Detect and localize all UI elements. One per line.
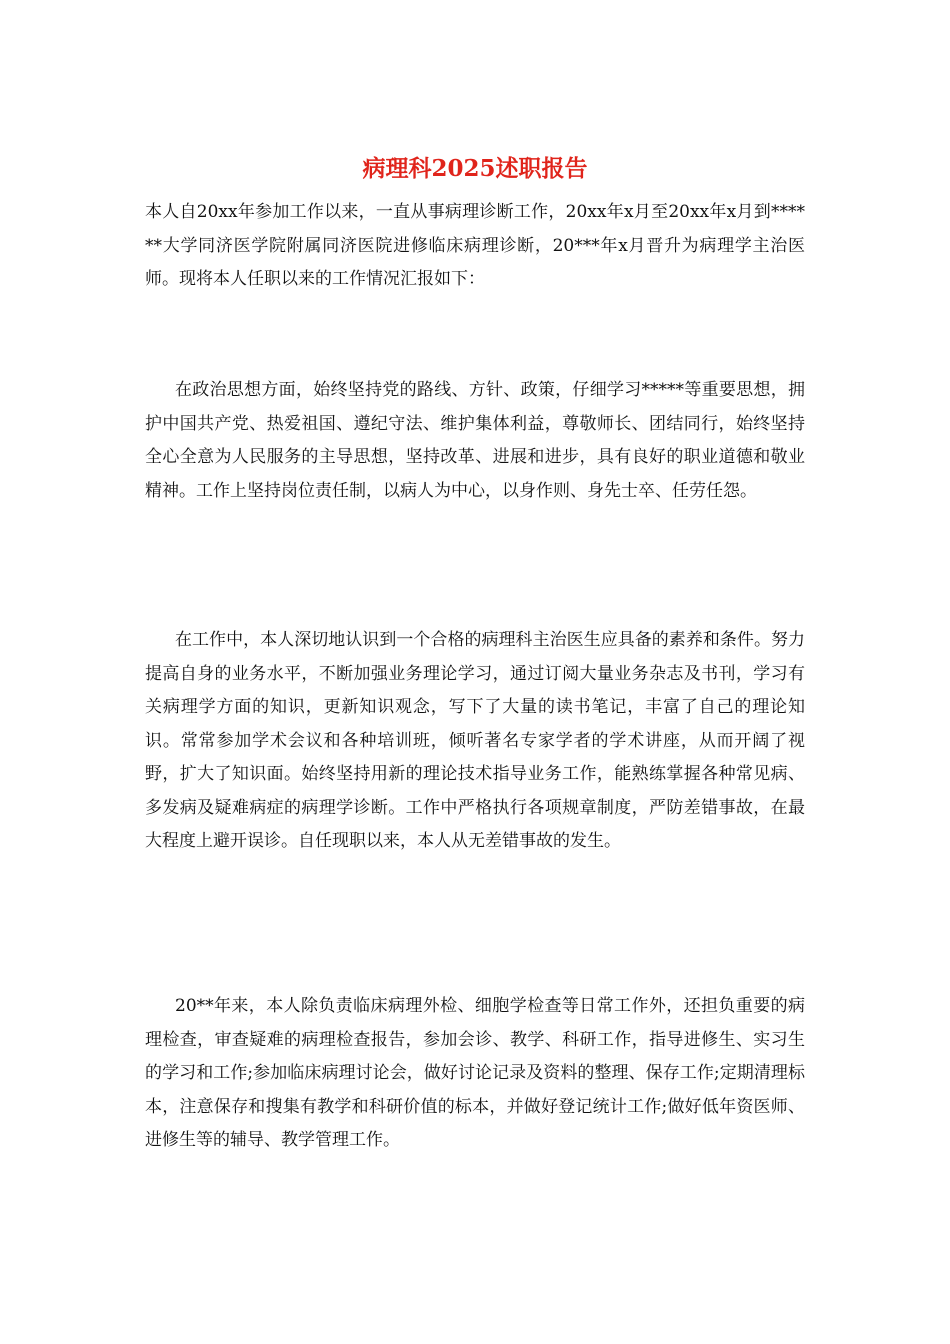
paragraph-work-study: 在工作中，本人深切地认识到一个合格的病理科主治医生应具备的素养和条件。努力提高自身的业务水平，不断加强业务理论学习，通过订阅大量业务杂志及书刊，学习有关病理学方面的知识，更新知识观念，写下了大量的读书笔记，丰富了自己的理论知识。常常参加学术会议和各种培训班，倾听著名专家学者的学术讲座，从而开阔了视野，扩大了知识面。始终坚持用新的理论技术指导业务工作，能熟练掌握各种常见病、多发病及疑难病症的病理学诊断。工作中严格执行各项规章制度，严防差错事故，在最大程度上避开误诊。自任现职以来，本人从无差错事故的发生。 (145, 630, 805, 851)
intro-paragraph: 本人自20xx年参加工作以来，一直从事病理诊断工作，20xx年x月至20xx年x月到******大学同济医学院附属同济医院进修临床病理诊断，20***年x月晋升为病理学主治医师。现将本人任职以来的工作情况汇报如下： (145, 202, 805, 289)
paragraph-daily-duties: 20**年来，本人除负责临床病理外检、细胞学检查等日常工作外，还担负重要的病理检查，审查疑难的病理检查报告，参加会诊、教学、科研工作，指导进修生、实习生的学习和工作;参加临床病理讨论会，做好讨论记录及资料的整理、保存工作;定期清理标本，注意保存和搜集有教学和科研价值的标本，并做好登记统计工作;做好低年资医师、进修生等的辅导、教学管理工作。 (145, 996, 805, 1150)
document-title: 病理科2025述职报告 (362, 155, 588, 182)
paragraph-political-thought: 在政治思想方面，始终坚持党的路线、方针、政策，仔细学习*****等重要思想，拥护中国共产党、热爱祖国、遵纪守法、维护集体利益，尊敬师长、团结同行，始终坚持全心全意为人民服务的主导思想，坚持改革、进展和进步，具有良好的职业道德和敬业精神。工作上坚持岗位责任制，以病人为中心，以身作则、身先士卒、任劳任怨。 (145, 380, 805, 501)
